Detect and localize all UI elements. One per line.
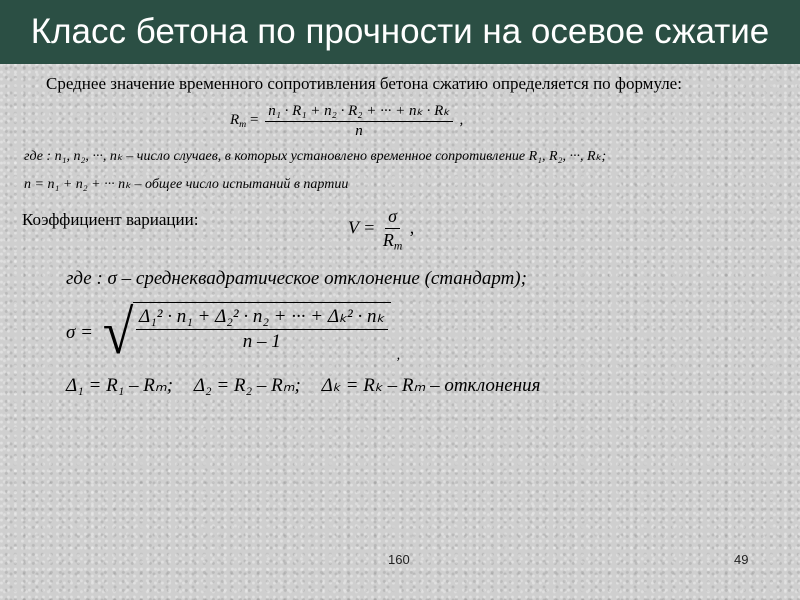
- definition-n-i: где : n₁, n₂, ···, nₖ – число случаев, в которых установлено временное сопротивление R₁, R₂, ···, Rₖ;: [24, 149, 607, 164]
- variation-coefficient-formula: V = $\frac{\sigma}{R_m}$ ,: [348, 206, 415, 253]
- definition-sigma: где : σ – среднеквадратическое отклонение (стандарт);: [66, 268, 527, 289]
- radical-sign-icon: √: [102, 299, 134, 367]
- slide-title-bar: [0, 0, 800, 64]
- variation-coefficient-label: Коэффициент вариации:: [22, 210, 199, 229]
- footer-number-center: 160: [388, 552, 410, 567]
- intro-paragraph: Среднее значение временного сопротивления бетона сжатию определяется по формуле:: [46, 74, 682, 93]
- formula1-denominator: n: [355, 123, 363, 139]
- formula1-lhs: $R_m$: [230, 111, 247, 130]
- deviations-formula: Δ₁ = R₁ – Rₘ; Δ₂ = R₂ – Rₘ; Δₖ = Rₖ – Rₘ – отклонения: [66, 375, 541, 396]
- slide-title: Класс бетона по прочности на осевое сжатие: [30, 12, 770, 51]
- formula2-fraction: $\frac{\sigma}{R_m}$: [382, 206, 403, 253]
- square-root: [101, 299, 391, 367]
- definition-n-total: n = n₁ + n₂ + ··· nₖ – общее число испытаний в партии: [24, 177, 349, 192]
- slide-page-number: 49: [734, 552, 749, 567]
- formula1-numerator: n₁ · R₁ + n₂ · R₂ + ··· + nₖ · Rₖ: [265, 101, 453, 122]
- formula1-fraction: [265, 101, 453, 140]
- standard-deviation-formula: σ = √ $\frac{\text{Δ₁² · n₁ + Δ₂² · n₂ + ··· + Δₖ² · nₖ}}{n - 1}$ ,: [66, 299, 401, 367]
- mean-strength-formula: $R_m$ = $\frac{\text{n₁ · R₁ + n₂ · R₂ + ··· + nₖ · Rₖ}}{n}$ ,: [230, 103, 464, 139]
- formula3-fraction: $\frac{\text{Δ₁² · n₁ + Δ₂² · n₂ + ··· + Δₖ² · nₖ}}{n - 1}$: [136, 305, 388, 353]
